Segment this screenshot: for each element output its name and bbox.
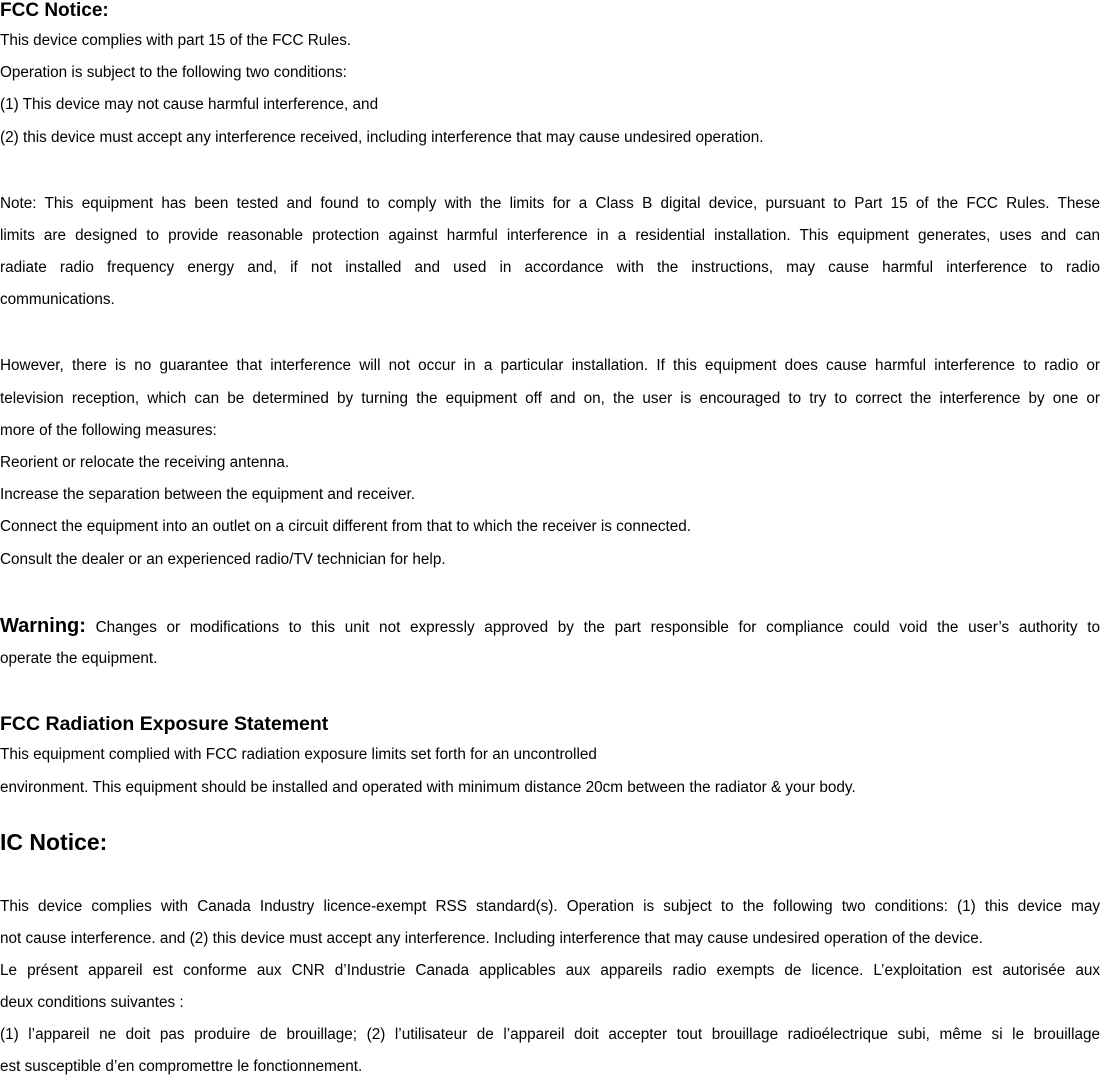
radiation-line-2: environment. This equipment should be installed and operated with minimum distance 20cm between the radiator & your body.: [0, 779, 856, 796]
ic-en-line-1: This device complies with Canada Industry licence-exempt RSS standard(s). Operation is subject to the following two conditions: (1) this device may: [0, 898, 1100, 915]
measure-item-3: Connect the equipment into an outlet on a circuit different from that to which the receiver is connected.: [0, 518, 692, 535]
measure-item-1: Reorient or relocate the receiving antenna.: [0, 454, 290, 471]
fcc-line-1: This device complies with part 15 of the FCC Rules.: [0, 32, 352, 49]
fcc-line-4: (2) this device must accept any interference received, including interference that may cause undesired operation.: [0, 129, 764, 146]
however-line-1: However, there is no guarantee that interference will not occur in a particular installation. If this equipment does cause harmful interference to radio or: [0, 357, 1100, 374]
warning-line-1: [0, 614, 1100, 640]
warning-line-2: operate the equipment.: [0, 650, 158, 667]
ic-fr-line-1: Le présent appareil est conforme aux CNR d’Industrie Canada applicables aux appareils radio exempts de licence. L’exploitation est autorisée aux: [0, 962, 1100, 979]
warning-text: Changes or modifications to this unit not expressly approved by the part responsible for compliance could void the user’s authority to: [95, 619, 1100, 636]
ic-notice-heading: IC Notice:: [0, 829, 108, 855]
fcc-notice-heading: FCC Notice:: [0, 0, 109, 21]
note-line-4: communications.: [0, 291, 115, 308]
however-line-3: more of the following measures:: [0, 422, 217, 439]
however-line-2: television reception, which can be determined by turning the equipment off and on, the user is encouraged to try to correct the interference by one or: [0, 390, 1100, 407]
fcc-line-3: (1) This device may not cause harmful interference, and: [0, 96, 379, 113]
ic-fr-line-4: est susceptible d’en compromettre le fonctionnement.: [0, 1058, 363, 1075]
fcc-line-2: Operation is subject to the following two conditions:: [0, 64, 347, 81]
note-line-2: limits are designed to provide reasonable protection against harmful interference in a residential installation. This equipment generates, uses and can: [0, 227, 1100, 244]
measure-item-4: Consult the dealer or an experienced radio/TV technician for help.: [0, 551, 446, 568]
ic-fr-line-2: deux conditions suivantes :: [0, 994, 184, 1011]
radiation-line-1: This equipment complied with FCC radiation exposure limits set forth for an uncontrolled: [0, 746, 597, 763]
note-line-3: radiate radio frequency energy and, if not installed and used in accordance with the instructions, may cause harmful interference to radio: [0, 259, 1100, 276]
measure-item-2: Increase the separation between the equipment and receiver.: [0, 486, 415, 503]
warning-label: Warning:: [0, 615, 86, 637]
note-line-1: Note: This equipment has been tested and found to comply with the limits for a Class B digital device, pursuant to Part 15 of the FCC Rules. These: [0, 195, 1100, 212]
ic-en-line-2: not cause interference. and (2) this device must accept any interference. Including interference that may cause undesired operation of the device.: [0, 930, 983, 947]
ic-fr-line-3: (1) l’appareil ne doit pas produire de brouillage; (2) l’utilisateur de l’appareil doit accepter tout brouillage radioélectrique subi, même si le brouillage: [0, 1026, 1100, 1043]
radiation-heading: FCC Radiation Exposure Statement: [0, 713, 329, 735]
